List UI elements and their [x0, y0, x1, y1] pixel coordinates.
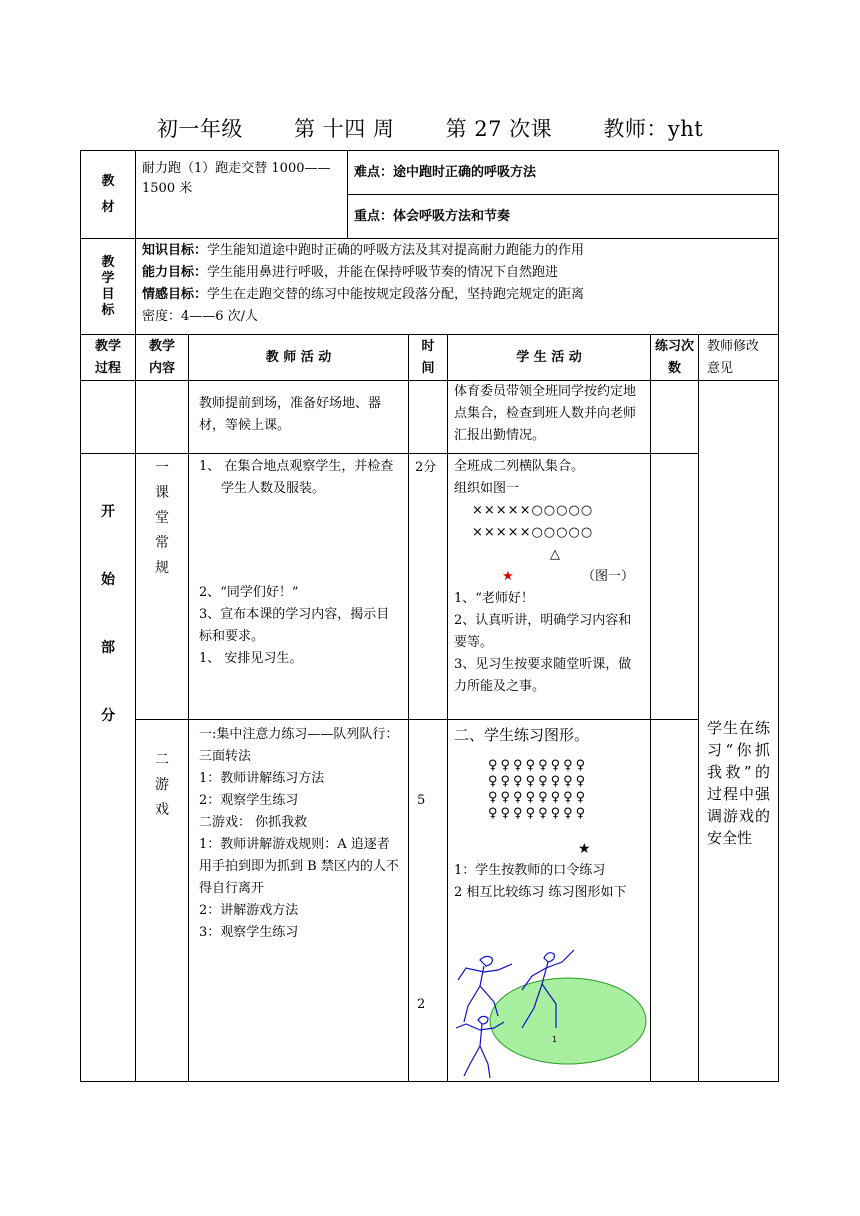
col-content: 教学内容	[136, 335, 189, 381]
routine-teacher-4: 1、 安排见习生。	[199, 651, 303, 666]
empty-cell	[651, 454, 699, 720]
material-label: 教材	[81, 151, 136, 239]
game-teacher-2: 1：教师讲解练习方法	[199, 771, 325, 786]
col-practice: 练习次数	[651, 335, 699, 381]
red-star-icon: ★	[502, 569, 514, 584]
game-teacher-3: 2：观察学生练习	[199, 793, 299, 808]
game-student-1: 1：学生按教师的口令练习	[454, 863, 606, 878]
objectives-label: 教学目标	[81, 239, 136, 335]
lesson-header	[0, 113, 860, 143]
game-teacher	[189, 720, 409, 1082]
col-teacher-activity: 教 师 活 动	[189, 335, 409, 381]
routine-time: 2分	[409, 454, 448, 720]
routine-student	[448, 454, 651, 720]
game-time	[409, 720, 448, 1082]
game-teacher-7: 3：观察学生练习	[199, 925, 299, 940]
black-star-icon: ★	[578, 841, 591, 857]
lesson-plan-sheet	[80, 150, 778, 1082]
key-point: 重点：体会呼吸方法和节奏	[348, 195, 779, 239]
col-student-activity: 学 生 活 动	[448, 335, 651, 381]
figure-row: ♀♀♀♀♀♀♀♀	[488, 790, 589, 805]
safe-zone-ellipse	[490, 978, 646, 1064]
ability-label: 能力目标：	[142, 265, 208, 280]
game-teacher-1: 一:集中注意力练习——队列队行：三面转法	[199, 727, 399, 764]
lesson-number: 第 27 次课	[445, 117, 553, 141]
game-teacher-6: 2：讲解游戏方法	[199, 903, 299, 918]
practice-figure	[454, 758, 644, 822]
routine-teacher	[189, 454, 409, 720]
game-teacher-5: 1：教师讲解游戏规则：A 追逐者用手拍到即为抓到 B 禁区内的人不得自行离开	[199, 837, 399, 896]
game-content: 二游戏	[136, 720, 189, 1082]
runner-head	[544, 953, 554, 962]
section-label: 开 始 部 分	[101, 504, 115, 724]
game-teacher-4: 二游戏： 你抓我救	[199, 815, 308, 830]
material-table	[80, 150, 779, 335]
routine-teacher-3: 3、宣布本课的学习内容，揭示目标和要求。	[199, 607, 390, 644]
col-notes: 教师修改意见	[699, 335, 779, 381]
knowledge-label: 知识目标：	[142, 243, 208, 258]
empty-cell	[651, 381, 699, 454]
figure-caption: （图一）	[582, 569, 635, 584]
routine-student-1: 全班成二列横队集合。	[454, 459, 585, 474]
pre-student: 体育委员带领全班同学按约定地点集合，检查到班人数并向老师汇报出勤情况。	[448, 381, 651, 454]
figure-row: ♀♀♀♀♀♀♀♀	[488, 806, 589, 821]
emotion-objective: 学生在走跑交替的练习中能按规定段落分配，坚持跑完规定的距离	[207, 287, 585, 302]
game-time-2: 2	[417, 997, 426, 1012]
teacher-name: 教师：yht	[603, 117, 704, 141]
section-label-cell	[81, 454, 136, 1082]
empty-cell	[136, 381, 189, 454]
routine-teacher-1: 1、 在集合地点观察学生，并检查学生人数及服装。	[199, 459, 394, 496]
routine-student-2: 组织如图一	[454, 481, 520, 496]
col-time: 时间	[409, 335, 448, 381]
game-student-2: 2 相互比较练习 练习图形如下	[454, 885, 627, 900]
figure-row: ♀♀♀♀♀♀♀♀	[488, 758, 589, 773]
routine-teacher-2: 2、“同学们好！”	[199, 585, 299, 600]
figure-row: ♀♀♀♀♀♀♀♀	[488, 774, 589, 789]
teacher-triangle: △	[550, 547, 561, 562]
formation-row: ×××××○○○○○	[472, 503, 594, 518]
game-time-1: 5	[417, 793, 426, 808]
pre-teacher: 教师提前到场，准备好场地、器材，等候上课。	[189, 381, 409, 454]
game-student-title: 二、学生练习图形。	[454, 726, 590, 744]
runner-head	[478, 1016, 488, 1024]
routine-student-3: 1、“老师好！	[454, 591, 534, 606]
notes-cell	[699, 381, 779, 1082]
runner-head	[480, 956, 492, 966]
material-content: 耐力跑（1）跑走交替 1000——1500 米	[136, 151, 348, 239]
tag-game-illustration	[450, 946, 650, 1084]
formation-row: ×××××○○○○○	[472, 525, 594, 540]
zone-mark: 1	[552, 1035, 558, 1044]
routine-content: 一课堂常规	[136, 454, 189, 720]
empty-cell	[409, 381, 448, 454]
process-table	[80, 334, 779, 1082]
knowledge-objective: 学生能知道途中跑时正确的呼吸方法及其对提高耐力跑能力的作用	[207, 243, 585, 258]
empty-cell	[651, 720, 699, 1082]
game-student	[448, 720, 651, 1082]
col-process: 教学过程	[81, 335, 136, 381]
safety-note: 学生在练习“你抓我救”的过程中强调游戏的安全性	[707, 719, 770, 847]
density: 密度：4——6 次/人	[142, 309, 259, 324]
routine-student-4: 2、认真听讲，明确学习内容和要等。	[454, 613, 632, 650]
difficulty-point: 难点：途中跑时正确的呼吸方法	[348, 151, 779, 195]
week-label: 第 十四 周	[294, 117, 395, 141]
routine-student-5: 3、见习生按要求随堂听课，做力所能及之事。	[454, 657, 632, 694]
objectives-content	[136, 239, 779, 335]
empty-cell	[81, 381, 136, 454]
emotion-label: 情感目标：	[142, 287, 208, 302]
ability-objective: 学生能用鼻进行呼吸，并能在保持呼吸节奏的情况下自然跑进	[207, 265, 559, 280]
grade-label: 初一年级	[156, 117, 243, 141]
